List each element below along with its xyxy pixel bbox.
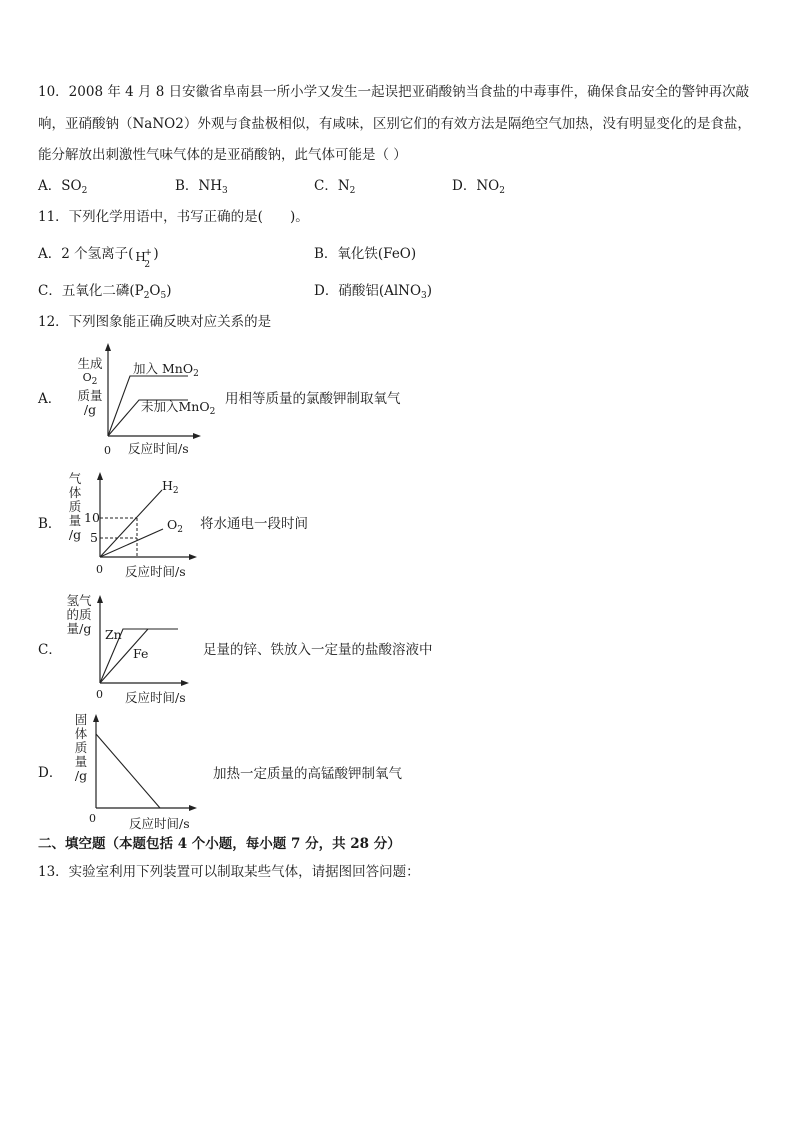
graph-c-origin: 0 [96,688,103,701]
graph-b-origin: 0 [96,563,103,576]
q12-option-c-label: C． [38,642,62,658]
graph-b-series2-label: $O_2$ [167,517,183,535]
q10-option-b: B．$NH_3$ [175,178,228,196]
graph-c-description: 足量的锌、铁放入一定量的盐酸溶液中 [203,642,433,658]
q11-stem: 11．下列化学用语中，书写正确的是( )。 [38,209,309,225]
graph-d-ylabel: 固 体 质 量 /g [74,712,88,783]
graph-a-series2-label: 未加入MnO$_2$ [141,399,216,417]
graph-a-series1-label: 加入 MnO$_2$ [133,361,199,379]
graph-b-tick-10: 10 [84,510,100,525]
q10-option-d: D．$NO_2$ [452,178,505,196]
q12-option-d-label: D． [38,765,63,781]
graph-a-origin: 0 [104,444,111,457]
graph-c-ylabel: 氢气 的质 量/g [66,593,92,636]
q11-option-d: D．硝酸铝(AlNO$_3$) [314,283,433,301]
graph-d-origin: 0 [89,812,96,825]
q12-option-b-label: B． [38,516,62,532]
q10-line3: 能分解放出刺激性气味气体的是亚硝酸钠，此气体可能是（ ） [38,147,407,163]
graph-c-series2-label: Fe [133,646,149,661]
graph-d-x-arrow [189,805,197,811]
graph-d-description: 加热一定质量的高锰酸钾制氧气 [213,766,402,782]
q10-line1: 10．2008 年 4 月 8 日安徽省阜南县一所小学又发生一起误把亚硝酸钠当食盐的中毒事件，确保食品安全的警钟再次敲 [38,84,750,100]
q10-option-a: A．$SO_2$ [38,178,88,196]
graph-b-tick-5: 5 [90,530,98,545]
graph-a-xlabel: 反应时间/s [128,441,189,456]
q12-option-a-label: A． [38,391,62,407]
q13-stem: 13．实验室利用下列装置可以制取某些气体，请据图回答问题： [38,864,420,880]
graph-b-xlabel: 反应时间/s [125,564,186,579]
graph-c-series1-label: Zn [105,627,122,642]
q11-option-c: C．五氧化二磷$(P_2O_5)$ [38,283,172,301]
graph-b-series1-label: $H_2$ [162,478,179,496]
q10-option-c: C．$N_2$ [314,178,356,196]
graph-d-y-arrow [93,714,99,722]
graph-c-xlabel: 反应时间/s [125,690,186,705]
q12-stem: 12．下列图象能正确反映对应关系的是 [38,314,272,330]
graph-a-ylabel: 生成 $O_2$ 质量 /g [77,356,103,417]
graph-d-line [96,734,160,808]
q10-line2: 响，亚硝酸钠（NaNO2）外观与食盐极相似，有咸味，区别它们的有效方法是隔绝空气加热，没有明显变化的是食盐， [38,116,751,132]
q11-option-a: A．2 个氢离子( H + 2 ) [38,246,159,270]
hydrogen-ion-formula: H + 2 [135,247,152,270]
graph-d-xlabel: 反应时间/s [129,816,190,831]
graph-b-ylabel: 气 体 质 量 /g [68,471,82,542]
q11-option-b: B．氧化铁(FeO) [314,246,417,262]
graph-a-description: 用相等质量的氯酸钾制取氧气 [225,391,401,407]
section2-title: 二、填空题（本题包括 4 个小题，每小题 7 分，共 28 分） [38,836,401,852]
graph-b-description: 将水通电一段时间 [200,516,308,532]
